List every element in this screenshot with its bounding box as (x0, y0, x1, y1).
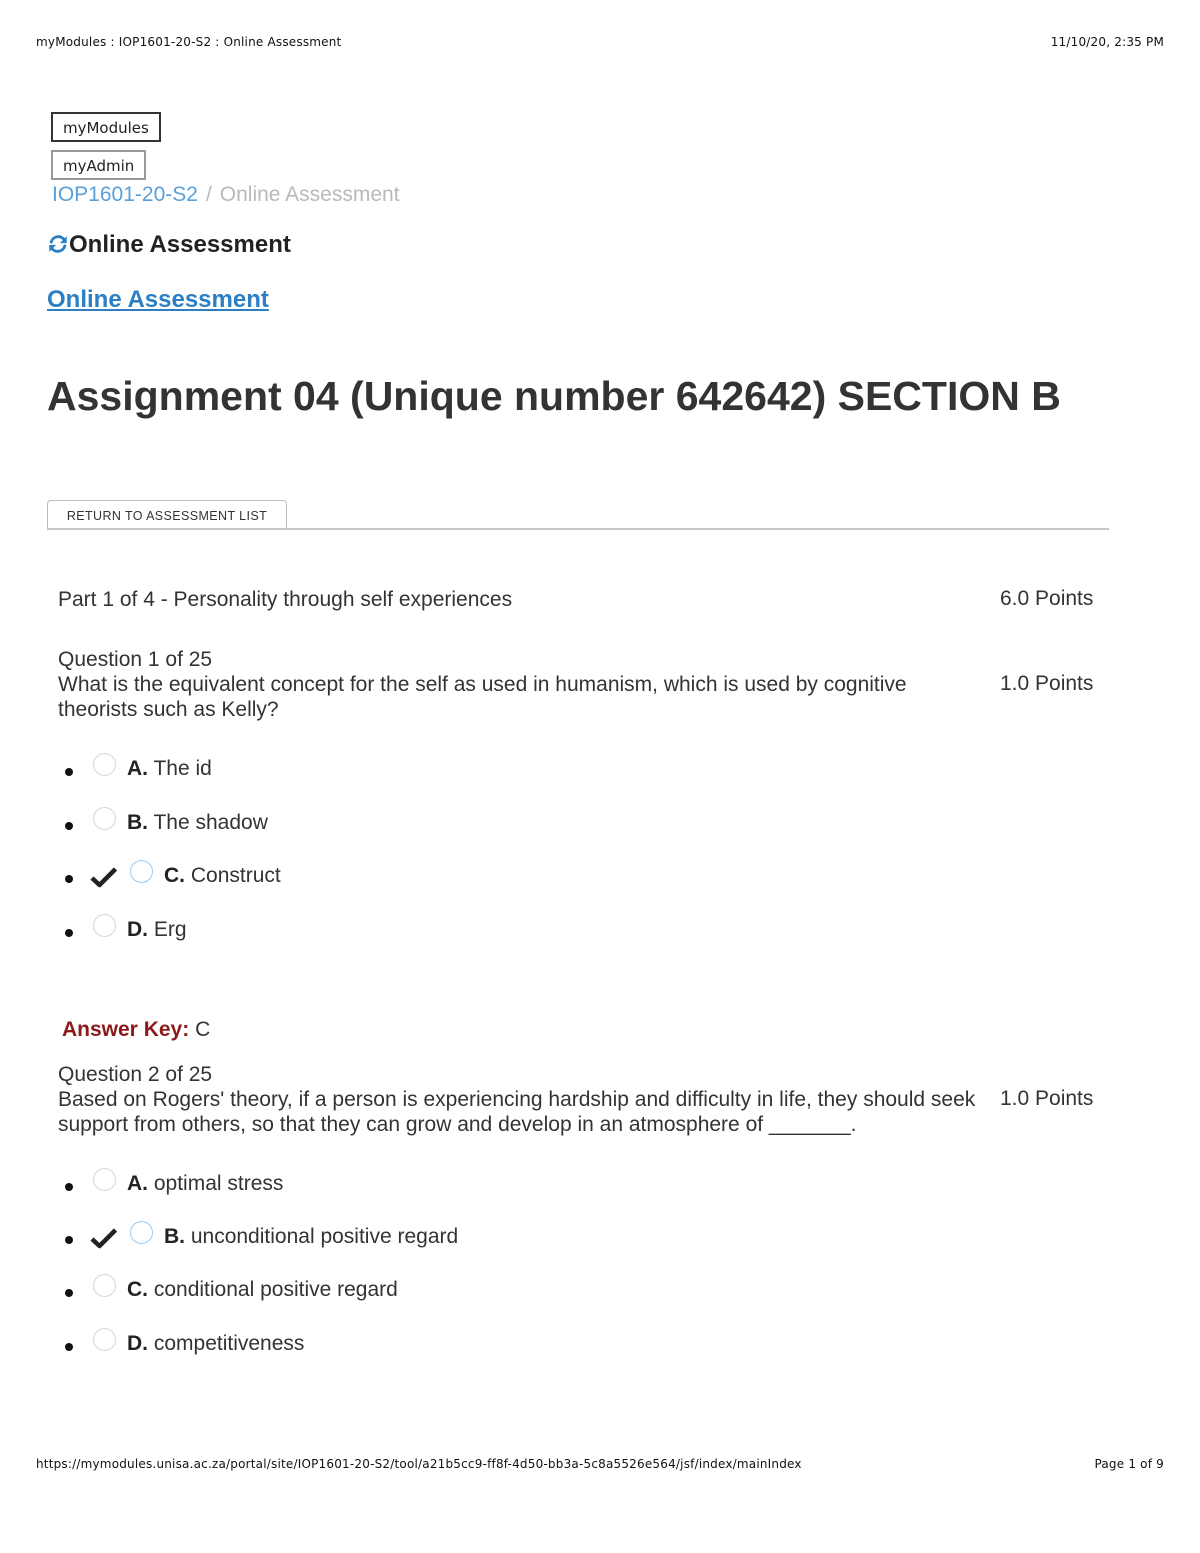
question-number: Question 2 of 25 (58, 1063, 213, 1086)
assignment-title: Assignment 04 (Unique number 642642) SECTION B (47, 373, 1061, 419)
part-label: Part 1 of 4 - Personality through self experiences (58, 588, 513, 611)
print-header (36, 35, 1164, 49)
print-header-title: myModules : IOP1601-20-S2 : Online Assessment (36, 35, 342, 49)
radio-button[interactable] (93, 914, 116, 937)
print-header-datetime: 11/10/20, 2:35 PM (1050, 35, 1164, 49)
bullet (65, 822, 73, 830)
answer-key-value: C (195, 1018, 211, 1041)
radio-button[interactable] (93, 807, 116, 830)
question-number: Question 1 of 25 (58, 648, 213, 671)
breadcrumb-separator: / (205, 183, 212, 206)
option-label: D. competitiveness (127, 1332, 305, 1355)
bullet (65, 1236, 73, 1244)
tool-title (47, 231, 291, 259)
option-label: C. Construct (164, 864, 281, 887)
tool-title-text: Online Assessment (69, 231, 291, 258)
radio-button[interactable] (93, 1274, 116, 1297)
checkmark-icon (90, 1227, 118, 1249)
bullet (65, 768, 73, 776)
print-footer-url: https://mymodules.unisa.ac.za/portal/site/IOP1601-20-S2/tool/a21b5cc9-ff8f-4d50-bb3a-5c8a5526e564/jsf/index/mainIndex (36, 1457, 802, 1471)
bullet (65, 1343, 73, 1351)
radio-button[interactable] (130, 1221, 153, 1244)
print-footer-page: Page 1 of 9 (1094, 1457, 1164, 1471)
online-assessment-link[interactable]: Online Assessment (47, 286, 269, 313)
radio-button[interactable] (93, 753, 116, 776)
myadmin-button[interactable]: myAdmin (51, 150, 146, 180)
breadcrumb-site-link[interactable]: IOP1601-20-S2 (52, 183, 198, 206)
question-points: 1.0 Points (1000, 1087, 1094, 1110)
mymodules-button[interactable]: myModules (51, 112, 161, 142)
radio-button[interactable] (93, 1328, 116, 1351)
radio-button[interactable] (93, 1168, 116, 1191)
bullet (65, 1289, 73, 1297)
answer-key (62, 1018, 210, 1042)
breadcrumb (52, 183, 400, 207)
answer-key-label: Answer Key: (62, 1018, 190, 1041)
return-to-assessment-list-button[interactable]: RETURN TO ASSESSMENT LIST (47, 500, 287, 530)
question-points: 1.0 Points (1000, 672, 1094, 695)
option-label: A. optimal stress (127, 1172, 284, 1195)
radio-button[interactable] (130, 860, 153, 883)
part-points: 6.0 Points (1000, 587, 1094, 610)
option-label: D. Erg (127, 918, 187, 941)
print-footer (36, 1457, 1164, 1471)
option-label: C. conditional positive regard (127, 1278, 398, 1301)
checkmark-icon (90, 866, 118, 888)
option-label: A. The id (127, 757, 212, 780)
bullet (65, 875, 73, 883)
divider (47, 528, 1109, 530)
question-text: Based on Rogers' theory, if a person is experiencing hardship and difficulty in life, they should seek support from others, so that they can grow and develop in an atmosphere of _______. (58, 1088, 976, 1136)
breadcrumb-current: Online Assessment (219, 183, 400, 206)
question-text: What is the equivalent concept for the self as used in humanism, which is used by cognitive theorists such as Kelly? (58, 673, 907, 721)
refresh-icon[interactable] (47, 233, 69, 255)
option-label: B. unconditional positive regard (164, 1225, 459, 1248)
option-label: B. The shadow (127, 811, 268, 834)
bullet (65, 1183, 73, 1191)
bullet (65, 929, 73, 937)
